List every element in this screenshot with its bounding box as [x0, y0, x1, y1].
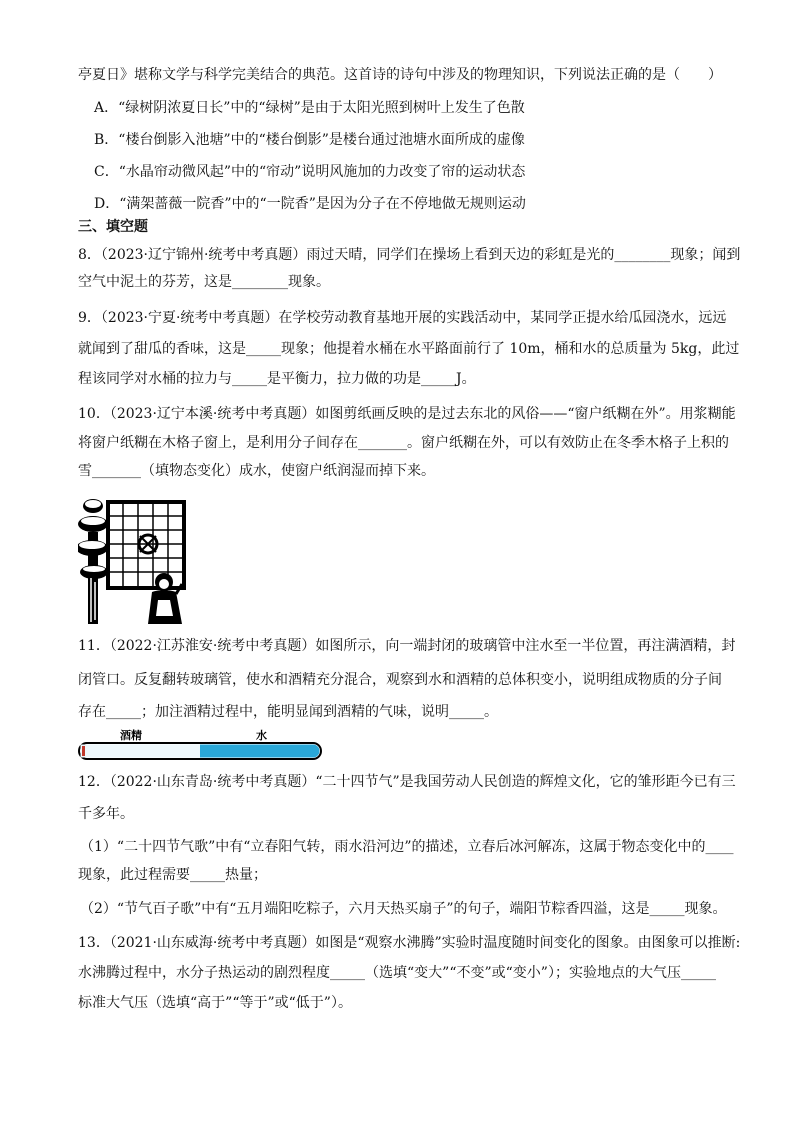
- q12-line-1: 12．（2022·山东青岛·统考中考真题）“二十四节气”是我国劳动人民创造的辉煌文化，它的雏形距今已有三: [78, 774, 736, 790]
- q7-option-b: B．“楼台倒影入池塘”中的“楼台倒影”是楼台通过池塘水面所成的虚像: [94, 132, 525, 148]
- q7-option-c: C．“水晶帘动微风起”中的“帘动”说明风施加的力改变了帘的运动状态: [94, 164, 526, 180]
- glass-tube-illustration: [78, 728, 324, 762]
- q8-line-2: 空气中泥土的芬芳，这是________现象。: [78, 274, 330, 290]
- q12-line-2: 千多年。: [78, 806, 134, 822]
- section-title-fill-in: 三、填空题: [78, 219, 148, 235]
- q12-sub2: （2）“节气百子歌”中有“五月端阳吃粽子，六月天热买扇子”的句子，端阳节粽香四溢，这是_____现象。: [80, 901, 727, 917]
- q11-line-2: 闭管口。反复翻转玻璃管，使水和酒精充分混合，观察到水和酒精的总体积变小，说明组成物质的分子间: [78, 672, 722, 688]
- tube-seal: [82, 746, 85, 756]
- q12-sub1-line-2: 现象，此过程需要_____热量；: [78, 867, 267, 883]
- q10-line-1: 10．（2023·辽宁本溪·统考中考真题）如图剪纸画反映的是过去东北的风俗——“窗户纸糊在外”。用浆糊能: [78, 406, 736, 422]
- q11-line-3: 存在_____；加注酒精过程中，能明显闻到酒精的气味，说明_____。: [78, 704, 498, 720]
- papercut-window-illustration: [78, 492, 190, 624]
- q11-line-1: 11．（2022·江苏淮安·统考中考真题）如图所示，向一端封闭的玻璃管中注水至一半位置，再注满酒精，封: [78, 638, 736, 654]
- q9-line-2: 就闻到了甜瓜的香味，这是_____现象；他提着水桶在水平路面前行了 10m，桶和水的总质量为 5kg，此过: [78, 341, 740, 357]
- q13-line-1: 13．（2021·山东威海·统考中考真题）如图是“观察水沸腾”实验时温度随时间变化的图象。由图象可以推断:: [78, 935, 741, 951]
- q9-line-3: 程该同学对水桶的拉力与_____是平衡力，拉力做的功是_____J。: [78, 371, 476, 387]
- alcohol-section: [81, 745, 201, 758]
- tube-label-alcohol: 酒精: [120, 729, 142, 742]
- q10-line-2: 将窗户纸糊在木格子窗上，是利用分子间存在_______。窗户纸糊在外，可以有效防止在冬季木格子上积的: [78, 435, 729, 451]
- q7-option-a: A．“绿树阴浓夏日长”中的“绿树”是由于太阳光照到树叶上发生了色散: [94, 100, 525, 116]
- tube-label-water: 水: [256, 729, 267, 742]
- q7-option-d: D．“满架蔷薇一院香”中的“一院香”是因为分子在不停地做无规则运动: [94, 196, 526, 212]
- q13-line-2: 水沸腾过程中，水分子热运动的剧烈程度_____（选填“变大”“不变”或“变小”）；实验地点的大气压_____: [78, 965, 716, 981]
- q8-line-1: 8．（2023·辽宁锦州·统考中考真题）雨过天晴，同学们在操场上看到天边的彩虹是光的________现象；闻到: [78, 247, 741, 263]
- q7-stem-tail: 亭夏日》堪称文学与科学完美结合的典范。这首诗的诗句中涉及的物理知识，下列说法正确的是（ ）: [78, 67, 722, 83]
- q10-line-3: 雪_______（填物态变化）成水，使窗户纸润湿而掉下来。: [78, 463, 435, 479]
- q13-line-3: 标准大气压（选填“高于”“等于”或“低于”）。: [78, 995, 352, 1011]
- q12-sub1-line-1: （1）“二十四节气歌”中有“立春阳气转，雨水沿河边”的描述，立春后冰河解冻，这属于物态变化中的____: [80, 839, 734, 855]
- water-section: [200, 745, 320, 758]
- q9-line-1: 9．（2023·宁夏·统考中考真题）在学校劳动教育基地开展的实践活动中，某同学正提水给瓜园浇水，远远: [78, 310, 727, 326]
